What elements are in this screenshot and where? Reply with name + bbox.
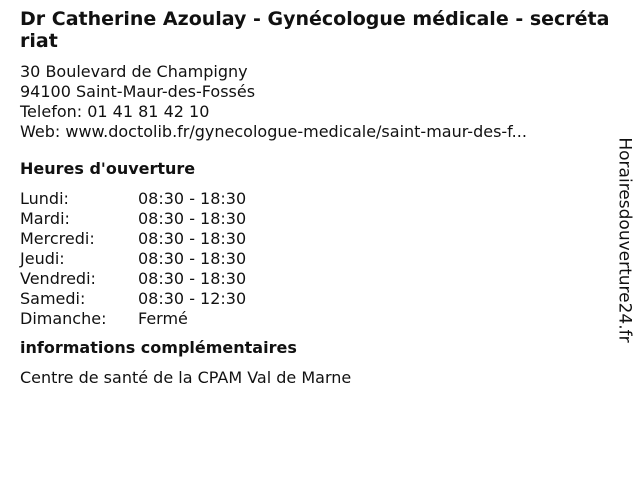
day-label: Samedi: [20,289,86,308]
additional-info-text: Centre de santé de la CPAM Val de Marne [20,368,352,387]
day-label: Mardi: [20,209,70,228]
opening-hours-heading: Heures d'ouverture [20,159,196,178]
day-hours: Fermé [138,309,188,328]
business-title: Dr Catherine Azoulay - Gynécologue médicale - secrétariat [20,8,610,52]
day-label: Lundi: [20,189,69,208]
contact-block [20,62,610,142]
day-hours: 08:30 - 18:30 [138,209,247,228]
hours-row-tuesday [20,209,610,229]
hours-row-saturday [20,289,610,309]
site-watermark-text: Horairesdouverture24.fr [615,137,635,343]
day-label: Vendredi: [20,269,96,288]
day-hours: 08:30 - 18:30 [138,189,247,208]
day-hours: 08:30 - 18:30 [138,249,247,268]
day-label: Mercredi: [20,229,95,248]
hours-row-friday [20,269,610,289]
opening-hours-table [20,189,610,329]
day-hours: 08:30 - 18:30 [138,229,247,248]
business-card [20,8,610,388]
day-label: Dimanche: [20,309,107,328]
hours-row-wednesday [20,229,610,249]
website-line[interactable]: Web: www.doctolib.fr/gynecologue-medicale/saint-maur-des-f... [20,122,527,141]
site-watermark[interactable] [610,135,640,345]
day-label: Jeudi: [20,249,65,268]
phone-line[interactable]: Telefon: 01 41 81 42 10 [20,102,210,121]
hours-row-thursday [20,249,610,269]
city-line: 94100 Saint-Maur-des-Fossés [20,82,256,101]
hours-row-sunday [20,309,610,329]
hours-row-monday [20,189,610,209]
street-address: 30 Boulevard de Champigny [20,62,248,81]
day-hours: 08:30 - 18:30 [138,269,247,288]
day-hours: 08:30 - 12:30 [138,289,247,308]
additional-info-heading: informations complémentaires [20,338,297,357]
